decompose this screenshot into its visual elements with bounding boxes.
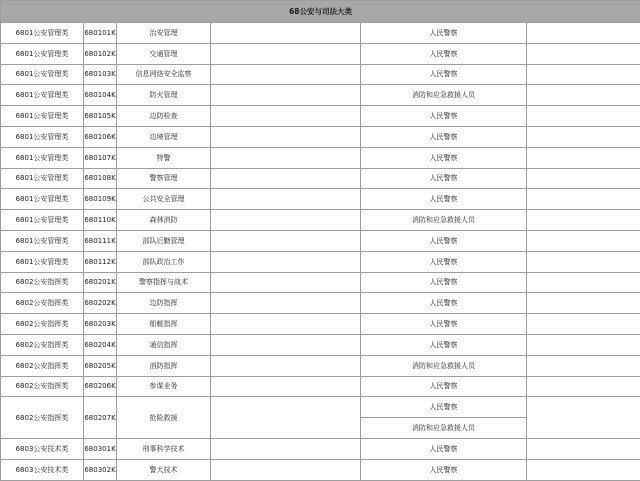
major-name-cell: 通信指挥 [117, 334, 211, 355]
code-cell: 680105K [84, 106, 117, 127]
category-cell: 6801公安管理类 [1, 251, 84, 272]
empty-cell [211, 334, 361, 355]
category-cell: 6802公安指挥类 [1, 314, 84, 335]
empty-cell [527, 355, 640, 376]
table-row [1, 64, 640, 85]
target-cell: 人民警察 [361, 23, 527, 44]
table-row [1, 168, 640, 189]
category-cell: 6802公安指挥类 [1, 293, 84, 314]
category-cell: 6802公安指挥类 [1, 272, 84, 293]
empty-cell [211, 376, 361, 397]
table-row [1, 251, 640, 272]
empty-cell [527, 272, 640, 293]
target-cell: 人民警察 [361, 106, 527, 127]
code-cell: 680302K [84, 459, 117, 480]
major-name-cell: 特警 [117, 147, 211, 168]
empty-cell [527, 293, 640, 314]
major-name-cell: 部队后勤管理 [117, 230, 211, 251]
table-row [1, 23, 640, 44]
major-name-cell: 边境管理 [117, 126, 211, 147]
category-cell: 6801公安管理类 [1, 85, 84, 106]
empty-cell [527, 147, 640, 168]
major-name-cell: 警察指挥与战术 [117, 272, 211, 293]
category-cell: 6801公安管理类 [1, 168, 84, 189]
code-cell: 680111K [84, 230, 117, 251]
target-cell: 人民警察 [361, 168, 527, 189]
target-cell: 人民警察 [361, 230, 527, 251]
major-name-cell: 信息网络安全监察 [117, 64, 211, 85]
category-cell: 6801公安管理类 [1, 23, 84, 44]
code-cell: 680108K [84, 168, 117, 189]
code-cell: 680201K [84, 272, 117, 293]
code-cell: 680206K [84, 376, 117, 397]
empty-cell [527, 126, 640, 147]
code-cell: 680205K [84, 355, 117, 376]
category-cell: 6802公安指挥类 [1, 397, 84, 439]
table-row [1, 43, 640, 64]
code-cell: 680104K [84, 85, 117, 106]
empty-cell [211, 126, 361, 147]
empty-cell [211, 43, 361, 64]
empty-cell [211, 230, 361, 251]
code-cell: 680102K [84, 43, 117, 64]
major-name-cell: 消防指挥 [117, 355, 211, 376]
table-row [1, 397, 640, 418]
target-cell: 消防和应急救援人员 [361, 355, 527, 376]
target-cell: 人民警察 [361, 397, 527, 418]
empty-cell [527, 397, 640, 439]
category-cell: 6802公安指挥类 [1, 376, 84, 397]
table-row [1, 106, 640, 127]
target-cell: 人民警察 [361, 334, 527, 355]
major-name-cell: 船艇指挥 [117, 314, 211, 335]
target-cell: 人民警察 [361, 293, 527, 314]
empty-cell [527, 106, 640, 127]
category-cell: 6801公安管理类 [1, 126, 84, 147]
table-row [1, 314, 640, 335]
major-name-cell: 抢险救援 [117, 397, 211, 439]
code-cell: 680109K [84, 189, 117, 210]
table-row [1, 147, 640, 168]
empty-cell [211, 189, 361, 210]
empty-cell [527, 230, 640, 251]
empty-cell [211, 438, 361, 459]
target-cell: 人民警察 [361, 438, 527, 459]
empty-cell [527, 64, 640, 85]
code-cell: 680101K [84, 23, 117, 44]
empty-cell [211, 293, 361, 314]
major-name-cell: 治安管理 [117, 23, 211, 44]
table-row [1, 189, 640, 210]
table-row [1, 376, 640, 397]
target-cell: 消防和应急救援人员 [361, 85, 527, 106]
target-cell: 人民警察 [361, 314, 527, 335]
empty-cell [527, 459, 640, 480]
code-cell: 680103K [84, 64, 117, 85]
empty-cell [211, 106, 361, 127]
category-cell: 6801公安管理类 [1, 106, 84, 127]
table-row [1, 210, 640, 231]
table-row [1, 272, 640, 293]
empty-cell [211, 459, 361, 480]
table-row [1, 355, 640, 376]
major-name-cell: 部队政治工作 [117, 251, 211, 272]
code-cell: 680110K [84, 210, 117, 231]
empty-cell [527, 23, 640, 44]
empty-cell [211, 314, 361, 335]
code-cell: 680112K [84, 251, 117, 272]
category-cell: 6803公安技术类 [1, 459, 84, 480]
empty-cell [527, 314, 640, 335]
code-cell: 680207K [84, 397, 117, 439]
code-cell: 680204K [84, 334, 117, 355]
table-row [1, 459, 640, 480]
category-cell: 6802公安指挥类 [1, 355, 84, 376]
empty-cell [211, 355, 361, 376]
major-name-cell: 交通管理 [117, 43, 211, 64]
category-cell: 6803公安技术类 [1, 438, 84, 459]
major-name-cell: 森林消防 [117, 210, 211, 231]
target-cell: 人民警察 [361, 376, 527, 397]
category-cell: 6801公安管理类 [1, 147, 84, 168]
category-cell: 6801公安管理类 [1, 189, 84, 210]
code-cell: 680107K [84, 147, 117, 168]
table-title-row [1, 1, 640, 23]
target-cell: 人民警察 [361, 189, 527, 210]
category-cell: 6801公安管理类 [1, 43, 84, 64]
target-cell: 人民警察 [361, 272, 527, 293]
category-cell: 6801公安管理类 [1, 210, 84, 231]
empty-cell [527, 168, 640, 189]
empty-cell [211, 85, 361, 106]
code-cell: 680106K [84, 126, 117, 147]
table-row [1, 126, 640, 147]
major-name-cell: 边防指挥 [117, 293, 211, 314]
target-cell: 消防和应急救援人员 [361, 418, 527, 439]
empty-cell [211, 147, 361, 168]
target-cell: 人民警察 [361, 147, 527, 168]
empty-cell [211, 64, 361, 85]
empty-cell [527, 438, 640, 459]
empty-cell [211, 272, 361, 293]
major-name-cell: 公共安全管理 [117, 189, 211, 210]
target-cell: 人民警察 [361, 459, 527, 480]
target-cell: 消防和应急救援人员 [361, 210, 527, 231]
table-row [1, 438, 640, 459]
category-cell: 6802公安指挥类 [1, 334, 84, 355]
empty-cell [527, 210, 640, 231]
major-name-cell: 参谋业务 [117, 376, 211, 397]
target-cell: 人民警察 [361, 126, 527, 147]
empty-cell [527, 189, 640, 210]
empty-cell [211, 23, 361, 44]
empty-cell [527, 334, 640, 355]
major-name-cell: 边防检查 [117, 106, 211, 127]
target-cell: 人民警察 [361, 64, 527, 85]
empty-cell [527, 376, 640, 397]
table-row [1, 230, 640, 251]
empty-cell [211, 210, 361, 231]
major-name-cell: 警犬技术 [117, 459, 211, 480]
category-cell: 6801公安管理类 [1, 230, 84, 251]
category-cell: 6801公安管理类 [1, 64, 84, 85]
empty-cell [211, 397, 361, 439]
empty-cell [211, 251, 361, 272]
major-name-cell: 警察管理 [117, 168, 211, 189]
target-cell: 人民警察 [361, 251, 527, 272]
code-cell: 680301K [84, 438, 117, 459]
empty-cell [527, 251, 640, 272]
major-name-cell: 刑事科学技术 [117, 438, 211, 459]
empty-cell [527, 43, 640, 64]
table-row [1, 334, 640, 355]
code-cell: 680202K [84, 293, 117, 314]
table-row [1, 293, 640, 314]
table-row [1, 85, 640, 106]
table-title: 68公安与司法大类 [1, 1, 640, 23]
empty-cell [527, 85, 640, 106]
empty-cell [211, 168, 361, 189]
target-cell: 人民警察 [361, 43, 527, 64]
major-name-cell: 防火管理 [117, 85, 211, 106]
code-cell: 680203K [84, 314, 117, 335]
